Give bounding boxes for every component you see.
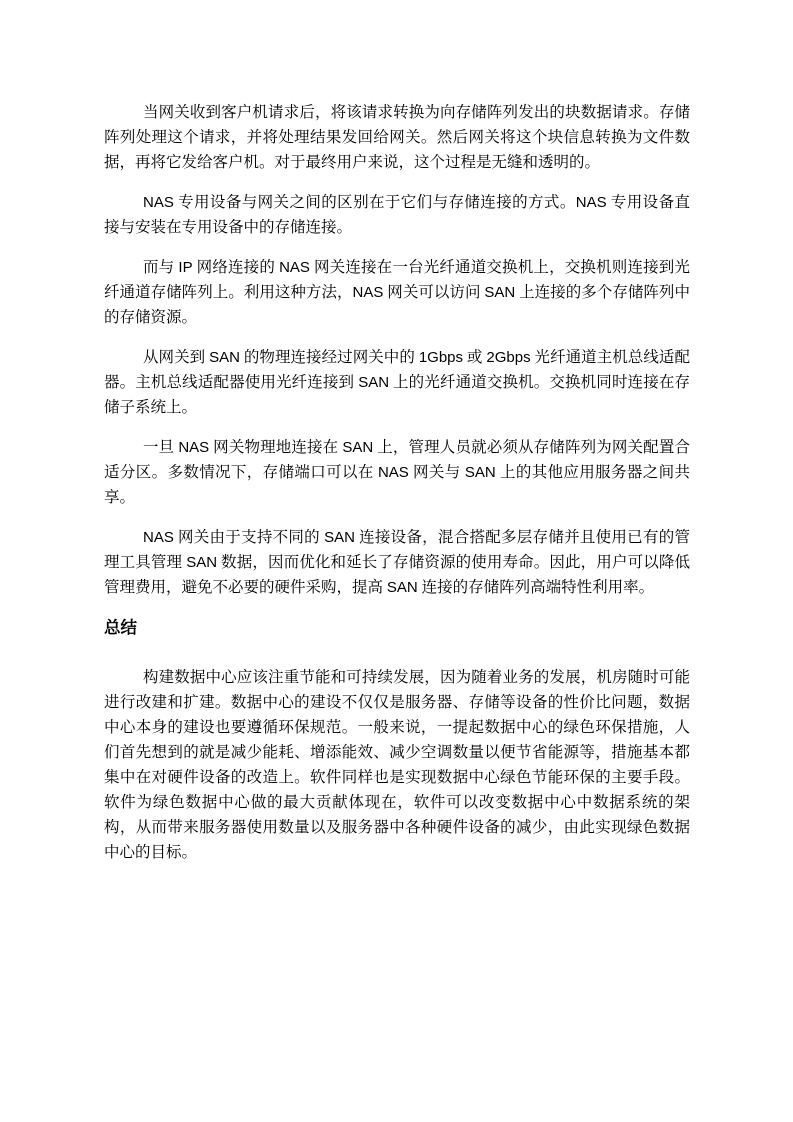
paragraph-physical-connection: 从网关到 SAN 的物理连接经过网关中的 1Gbps 或 2Gbps 光纤通道主机总线适配器。主机总线适配器使用光纤连接到 SAN 上的光纤通道交换机。交换机同时连接在存储子系统上。: [104, 349, 690, 416]
latin-text: SAN: [386, 579, 418, 596]
latin-text: NAS: [143, 194, 174, 211]
latin-text: SAN: [464, 464, 496, 481]
latin-text: NAS: [575, 194, 607, 211]
section-heading-summary: 总结: [104, 618, 137, 637]
latin-text: SAN: [484, 284, 516, 301]
latin-text: NAS: [377, 464, 409, 481]
latin-text: NAS: [143, 529, 174, 546]
latin-text: NAS: [178, 439, 210, 456]
latin-text: SAN: [209, 349, 240, 366]
paragraph-green-datacenter-summary: 构建数据中心应该注重节能和可持续发展，因为随着业务的发展，机房随时可能进行改建和扩建。数据中心的建设不仅仅是服务器、存储等设备的性价比问题，数据中心本身的建设也要遵循环保规范。一般来说，一提起数据中心的绿色环保措施，人们首先想到的就是减少能耗、增添能效、减少空调数量以便节省能源等，措施基本都集中在对硬件设备的改造上。软件同样也是实现数据中心绿色节能环保的主要手段。软件为绿色数据中心做的最大贡献体现在，软件可以改变数据中心中数据系统的架构，从而带来服务器使用数量以及服务器中各种硬件设备的减少，由此实现绿色数据中心的目标。: [104, 669, 690, 861]
latin-text: IP: [178, 259, 193, 276]
paragraph-nas-gateway-ip-network: 而与 IP 网络连接的 NAS 网关连接在一台光纤通道交换机上，交换机则连接到光纤通道存储阵列上。利用这种方法，NAS 网关可以访问 SAN 上连接的多个存储阵列中的存储资源。: [104, 259, 690, 326]
paragraph-nas-appliance-difference: NAS 专用设备与网关之间的区别在于它们与存储连接的方式。NAS 专用设备直接与安装在专用设备中的存储连接。: [104, 194, 690, 236]
latin-text: SAN: [342, 439, 374, 456]
latin-text: 1Gbps: [418, 349, 464, 366]
latin-text: NAS: [352, 284, 384, 301]
paragraph-nas-gateway-benefits: NAS 网关由于支持不同的 SAN 连接设备，混合搭配多层存储并且使用已有的管理工具管理 SAN 数据，因而优化和延长了存储资源的使用寿命。因此，用户可以降低管理费用，避免不必要的硬件采购，提高 SAN 连接的存储阵列高端特性利用率。: [104, 529, 690, 596]
latin-text: NAS: [279, 259, 310, 276]
latin-text: 2Gbps: [486, 349, 531, 366]
paragraph-san-zoning: 一旦 NAS 网关物理地连接在 SAN 上，管理人员就必须从存储阵列为网关配置合适分区。多数情况下，存储端口可以在 NAS 网关与 SAN 上的其他应用服务器之间共享。: [104, 439, 690, 506]
paragraph-gateway-request: 当网关收到客户机请求后，将该请求转换为向存储阵列发出的块数据请求。存储阵列处理这个请求，并将处理结果发回给网关。然后网关将这个块信息转换为文件数据，再将它发给客户机。对于最终用户来说，这个过程是无缝和透明的。: [104, 104, 690, 171]
latin-text: SAN: [186, 554, 218, 571]
latin-text: SAN: [358, 374, 390, 391]
latin-text: SAN: [324, 529, 355, 546]
